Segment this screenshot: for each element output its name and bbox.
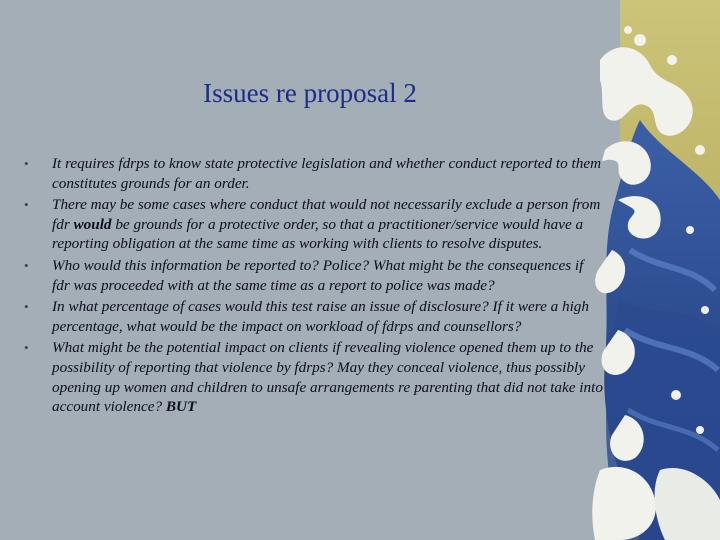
bullet-text: What might be the potential impact on clients if revealing violence opened them up to the possibility of reporting that violence by fdrps? May they conceal violence, thus possibly opening up women and children to unsafe arrangements re parenting that did not take into account violence? [52,339,603,416]
bullet-dot-icon: • [24,156,29,171]
bullet-item [24,195,604,254]
bullet-dot-icon: • [24,257,29,273]
bullet-text: In what percentage of cases would this test raise an issue of disclosure? If it were a high percentage, what would be the impact on workload of fdrps and counsellors? [52,298,589,335]
bullet-text: be grounds for a protective order, so that a practitioner/service would have a reporting obligation at the same time as working with clients to resolve disputes. [52,215,584,253]
bullet-text: It requires fdrps to know state protective legislation and whether conduct reported to them constitutes grounds for an order. [52,155,602,192]
bullet-item [24,154,604,193]
bullet-item [24,297,604,336]
bullet-text-bold: BUT [165,398,197,416]
bullet-text-bold: would [73,215,112,233]
bullet-list [24,154,604,419]
bullet-dot-icon: • [24,299,29,315]
bullet-item [24,338,604,416]
bullet-text: There may be some cases where conduct that would not necessarily exclude a person from fdr [52,196,601,233]
bullet-text: Who would this information be reported to? Police? What might be the consequences if fdr was proceeded with at the same time as a report to police was made? [52,256,584,294]
bullet-item [24,256,604,295]
bullet-dot-icon: • [24,340,29,356]
bullet-dot-icon: • [24,197,29,213]
slide-title: Issues re proposal 2 [203,78,417,108]
